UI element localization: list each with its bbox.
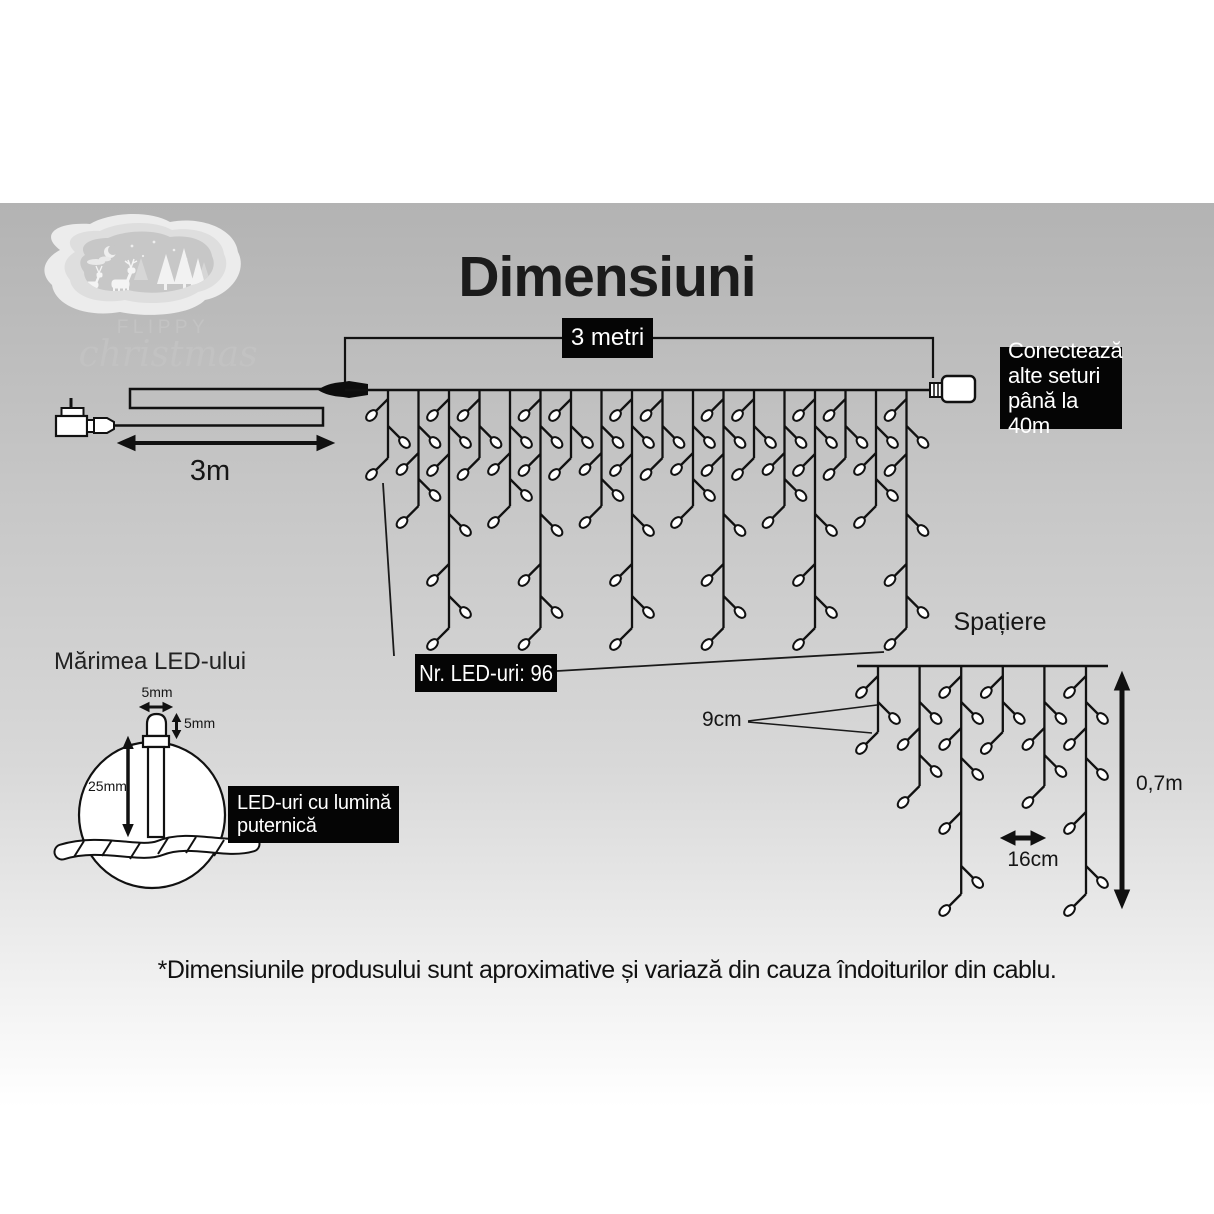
led-note-line: puternică xyxy=(237,814,317,837)
lead-length-arrow xyxy=(118,436,334,451)
led-length-label: 25mm xyxy=(88,778,127,794)
led-gap-label: 9cm xyxy=(702,708,742,731)
spacing-light-curtain xyxy=(854,666,1110,918)
connect-note-box xyxy=(1000,338,1123,438)
spacing-heading: Spațiere xyxy=(953,608,1047,636)
power-plug-icon xyxy=(56,398,114,436)
led-count-box xyxy=(415,654,557,692)
led-width-label: 5mm xyxy=(141,684,173,700)
twisted-cable-icon xyxy=(62,837,252,859)
led-width-arrow xyxy=(140,703,172,712)
logo-brand-bottom: christmas xyxy=(78,334,258,375)
top-measure-box xyxy=(562,318,653,358)
led-height-arrow xyxy=(173,714,181,738)
logo-brand-top: FLIPPY xyxy=(116,317,210,338)
connect-note-line: Conectează xyxy=(1008,338,1123,363)
lead-length-label: 3m xyxy=(189,455,231,487)
led-height-label: 5mm xyxy=(184,715,216,731)
lead-wire xyxy=(114,389,330,426)
led-gap-leaders xyxy=(748,705,877,733)
drop-height-label: 0,7m xyxy=(1136,772,1183,795)
main-light-curtain xyxy=(345,390,931,652)
led-size-heading: Mărimea LED-ului xyxy=(54,648,247,675)
led-count-label: Nr. LED-uri: 96 xyxy=(419,659,553,686)
led-note-box xyxy=(228,786,399,843)
end-connector-icon xyxy=(930,376,975,402)
led-note-line: LED-uri cu lumină xyxy=(237,791,391,814)
led-size-detail xyxy=(62,703,252,889)
footnote: *Dimensiunile produsului sunt aproximative și variază din cauza îndoiturilor din cablu. xyxy=(157,956,1057,984)
connect-note-line: alte seturi xyxy=(1008,363,1101,388)
page-title: Dimensiuni xyxy=(458,245,756,309)
drop-gap-arrow xyxy=(1001,831,1045,845)
led-count-leaders xyxy=(383,483,884,671)
connect-note-line: până la 40m xyxy=(1008,388,1079,438)
top-measure-label: 3 metri xyxy=(570,324,645,351)
drop-height-arrow xyxy=(1115,672,1130,908)
drop-gap-label: 16cm xyxy=(1007,848,1059,871)
